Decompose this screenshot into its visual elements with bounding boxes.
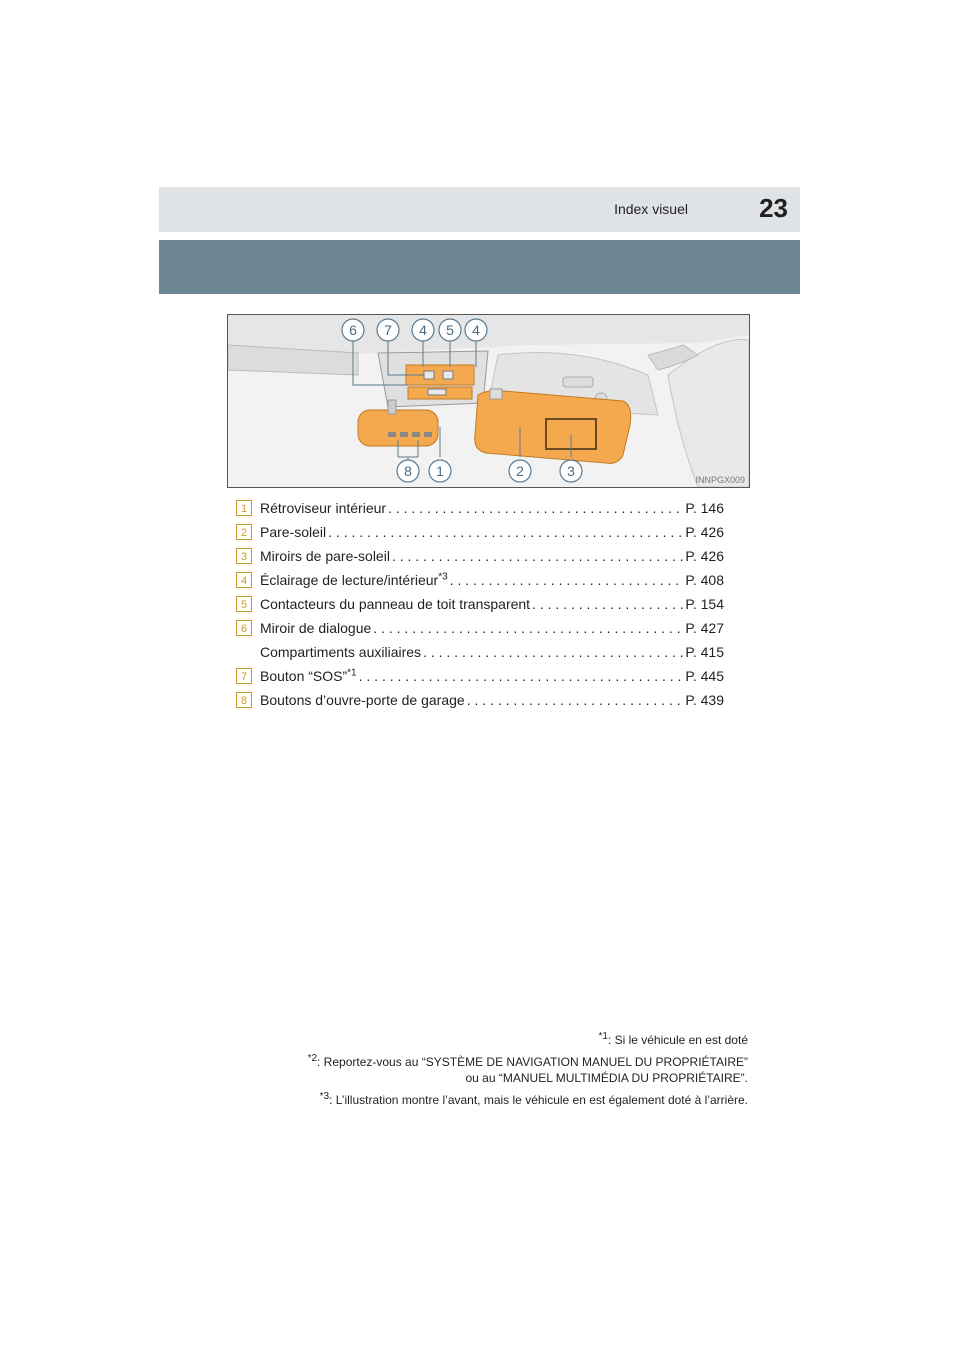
page-number: 23 xyxy=(759,193,788,223)
footnote-text: : Reportez-vous au “SYSTÈME DE NAVIGATION MANUEL DU PROPRIÉTAIRE” xyxy=(317,1055,748,1069)
item-number: 8 xyxy=(236,692,252,708)
footnote xyxy=(188,1054,748,1086)
item-number: 2 xyxy=(236,524,252,540)
callout-bottom-1: 8 xyxy=(404,463,412,479)
item-label: Bouton “SOS”$^{*1}$ xyxy=(260,667,357,684)
page-reference[interactable]: P. 426 xyxy=(685,548,724,564)
callout-top-5: 4 xyxy=(472,322,480,338)
item-number: 6 xyxy=(236,620,252,636)
footnotes xyxy=(188,1032,748,1114)
item-list xyxy=(236,496,724,712)
callout-bottom-2: 1 xyxy=(436,463,444,479)
list-item xyxy=(236,688,724,712)
figure-code: INNPGX009 xyxy=(695,475,745,485)
footnote-text: : L’illustration montre l’avant, mais le véhicule en est également doté à l’arrière. xyxy=(329,1093,748,1107)
ceiling-diagram xyxy=(228,315,749,487)
list-item xyxy=(236,568,724,592)
item-number: 7 xyxy=(236,668,252,684)
list-item xyxy=(236,616,724,640)
item-label: Contacteurs du panneau de toit transparent xyxy=(260,596,531,612)
page-reference[interactable]: P. 445 xyxy=(685,668,724,684)
section-band xyxy=(159,240,800,294)
page-reference[interactable]: P. 154 xyxy=(685,596,724,612)
footnote xyxy=(188,1032,748,1048)
page-reference[interactable]: P. 426 xyxy=(685,524,724,540)
item-number: 4 xyxy=(236,572,252,588)
interior-illustration xyxy=(227,314,750,488)
list-item xyxy=(236,520,724,544)
footnote-mark: *3 xyxy=(319,1091,330,1102)
footnote-marker: *3 xyxy=(438,571,448,583)
item-label: Pare-soleil xyxy=(260,524,327,540)
item-label: Miroir de dialogue xyxy=(260,620,372,636)
list-item xyxy=(236,664,724,688)
footnote-mark: *1 xyxy=(598,1031,608,1042)
callout-top-1: 6 xyxy=(349,322,357,338)
footnote-text: : Si le véhicule en est doté xyxy=(607,1033,748,1047)
item-label: Compartiments auxiliaires xyxy=(260,644,422,660)
callout-bottom-3: 2 xyxy=(516,463,524,479)
list-item xyxy=(236,592,724,616)
footnote-marker: *1 xyxy=(347,667,357,679)
callout-top-3: 4 xyxy=(419,322,427,338)
page-header xyxy=(159,187,800,232)
footnote-text-cont: ou au “MANUEL MULTIMÉDIA DU PROPRIÉTAIRE”. xyxy=(465,1071,748,1085)
item-label: Boutons d’ouvre-porte de garage xyxy=(260,692,465,708)
page-reference[interactable]: P. 427 xyxy=(685,620,724,636)
callout-top-4: 5 xyxy=(446,322,454,338)
page-reference[interactable]: P. 415 xyxy=(685,644,724,660)
item-label: Miroirs de pare-soleil xyxy=(260,548,390,564)
list-item xyxy=(236,640,724,664)
item-label: Rétroviseur intérieur xyxy=(260,500,387,516)
item-number: 5 xyxy=(236,596,252,612)
page-reference[interactable]: P. 408 xyxy=(685,572,724,588)
section-title: Index visuel xyxy=(614,201,688,217)
item-label: Éclairage de lecture/intérieur$^{*3}$ xyxy=(260,571,448,588)
list-item xyxy=(236,544,724,568)
item-number: 1 xyxy=(236,500,252,516)
callout-top-2: 7 xyxy=(384,322,392,338)
page-reference[interactable]: P. 146 xyxy=(685,500,724,516)
list-item xyxy=(236,496,724,520)
footnote-mark: *2 xyxy=(307,1053,318,1064)
footnote xyxy=(188,1092,748,1108)
callout-bottom-4: 3 xyxy=(567,463,575,479)
item-number: 3 xyxy=(236,548,252,564)
page-reference[interactable]: P. 439 xyxy=(685,692,724,708)
